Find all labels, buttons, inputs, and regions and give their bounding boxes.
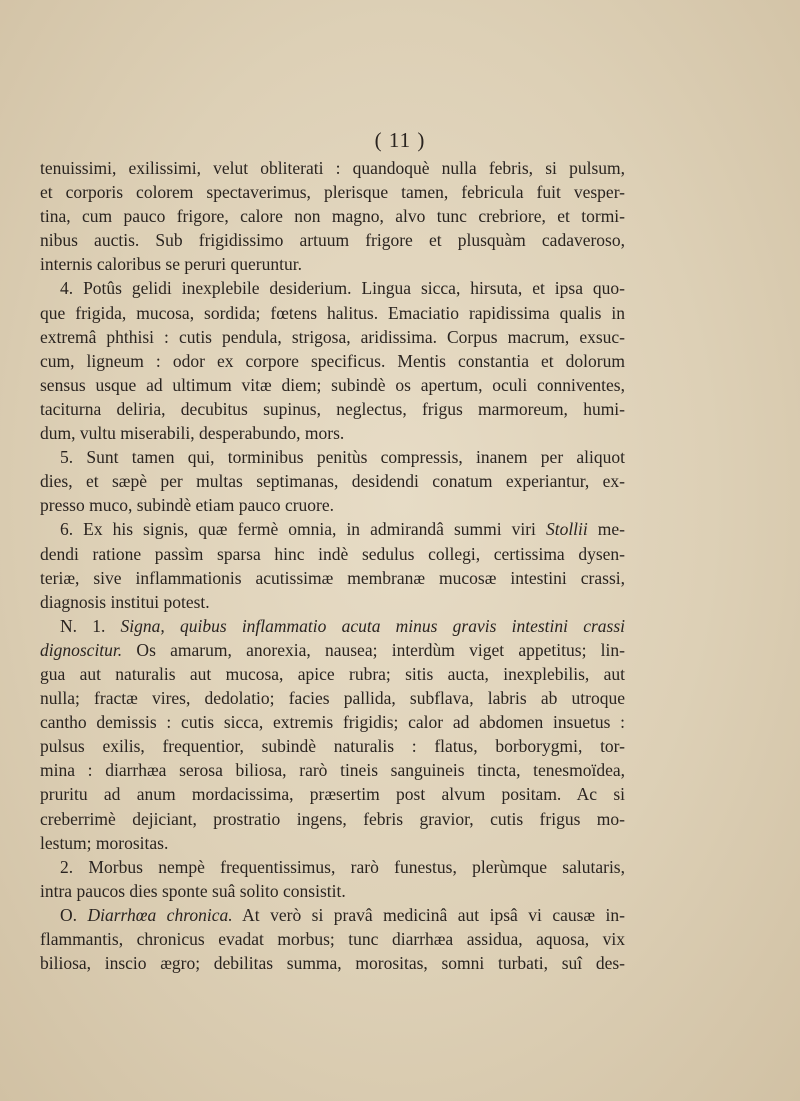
text-line: nibus auctis. Sub frigidissimo artuum frigore et plusquàm cadaveroso,	[40, 230, 625, 251]
text-line: dendi ratione passìm sparsa hinc indè sedulus collegi, certissima dysen-	[40, 543, 625, 564]
text-line: 2. Morbus nempè frequentissimus, rarò funestus, plerùmque salutaris,	[60, 856, 625, 877]
text-line: dum, vultu miserabili, desperabundo, mors.	[40, 423, 345, 444]
text-line: gua aut naturalis aut mucosa, apice rubra; sitis aucta, inexplebilis, aut	[40, 663, 625, 684]
text-line: taciturna deliria, decubitus supinus, neglectus, frigus marmoreum, humi-	[40, 398, 625, 419]
text-line: lestum; morositas.	[40, 832, 169, 853]
text-line: cum, ligneum : odor ex corpore specificus. Mentis constantia et dolorum	[40, 350, 625, 371]
text-line: diagnosis institui potest.	[40, 591, 210, 612]
text-line: flammantis, chronicus evadat morbus; tunc diarrhæa assidua, aquosa, vix	[40, 929, 625, 949]
text-line: dignoscitur. Os amarum, anorexia, nausea; interdùm viget appetitus; lin-	[40, 639, 625, 660]
text-line: pulsus exilis, frequentior, subindè naturalis : flatus, borborygmi, tor-	[40, 736, 625, 757]
text-line: O. Diarrhœa chronica. At verò si pravâ medicinâ aut ipsâ vi causæ in-	[60, 904, 625, 925]
text-line: 5. Sunt tamen qui, torminibus penitùs compressis, inanem per aliquot	[60, 447, 625, 468]
text-line: biliosa, inscio ægro; debilitas summa, morositas, somni turbati, suî des-	[40, 953, 625, 974]
text-line: sensus usque ad ultimum vitæ diem; subindè os apertum, oculi conniventes,	[40, 374, 625, 395]
text-line: presso muco, subindè etiam pauco cruore.	[40, 495, 335, 516]
text-line: internis caloribus se peruri queruntur.	[40, 254, 302, 275]
page-number: ( 11 )	[374, 128, 426, 152]
text-line: et corporis colorem spectaverimus, plerisque tamen, febricula fuit vesper-	[40, 182, 625, 203]
text-line: pruritu ad anum mordacissima, præsertim post alvum positam. Ac si	[40, 784, 625, 805]
text-line: nulla; fractæ vires, dedolatio; facies pallida, subflava, labris ab utroque	[40, 688, 625, 709]
text-line: mina : diarrhæa serosa biliosa, rarò tineis sanguineis tincta, tenesmoïdea,	[40, 760, 625, 781]
text-line: 6. Ex his signis, quæ fermè omnia, in admirandâ summi viri Stollii me-	[60, 519, 625, 540]
text-line: 4. Potûs gelidi inexplebile desiderium. Lingua sicca, hirsuta, et ipsa quo-	[60, 278, 625, 299]
text-line: cantho demissis : cutis sicca, extremis frigidis; calor ad abdomen insuetus :	[40, 712, 625, 733]
text-line: que frigida, mucosa, sordida; fœtens halitus. Emaciatio rapidissima qualis in	[40, 302, 625, 323]
text-line: N. 1. Signa, quibus inflammatio acuta minus gravis intestini crassi	[60, 615, 625, 636]
text-line: tina, cum pauco frigore, calore non magno, alvo tunc crebriore, et tormi-	[40, 206, 625, 227]
text-line: extremâ phthisi : cutis pendula, strigosa, aridissima. Corpus macrum, exsuc-	[40, 326, 625, 347]
body-text	[40, 156, 625, 975]
text-line: teriæ, sive inflammationis acutissimæ membranæ mucosæ intestini crassi,	[40, 567, 625, 588]
text-line: dies, et sæpè per multas septimanas, desidendi conatum experiantur, ex-	[40, 471, 625, 492]
text-line: intra paucos dies sponte suâ solito consistit.	[40, 880, 346, 901]
text-line: tenuissimi, exilissimi, velut obliterati : quandoquè nulla febris, si pulsum,	[40, 158, 625, 178]
text-line: creberrimè dejiciant, prostratio ingens, febris gravior, cutis frigus mo-	[40, 808, 625, 829]
